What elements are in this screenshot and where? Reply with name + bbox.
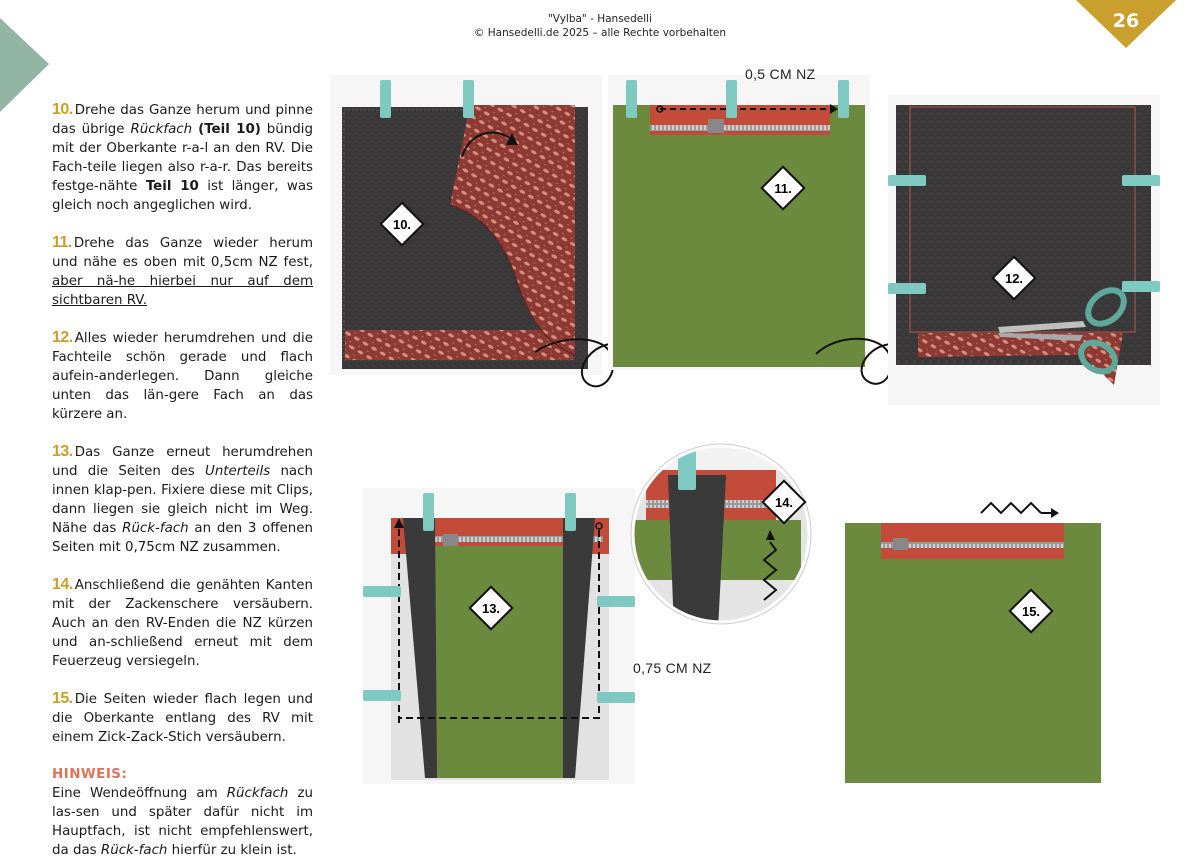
note-title: HINWEIS: xyxy=(52,767,128,782)
step-text: an den 3 offenen Seiten mit 0,75cm NZ zusammen. xyxy=(52,521,313,555)
clip-icon xyxy=(380,80,391,118)
clip-icon xyxy=(888,175,926,186)
photo-step-11 xyxy=(608,75,870,370)
svg-text:13.: 13. xyxy=(481,601,501,616)
svg-text:12.: 12. xyxy=(1004,271,1024,286)
svg-text:14.: 14. xyxy=(774,495,794,510)
step-text-italic: Rück-fach xyxy=(122,521,189,536)
green-fabric xyxy=(845,523,1101,783)
note-text-part: Eine Wendeöffnung am xyxy=(52,786,227,801)
page-number: 26 xyxy=(1112,10,1140,32)
clip-icon xyxy=(626,80,637,118)
zipper-pull-icon xyxy=(443,534,458,546)
clip-icon xyxy=(463,80,474,118)
clip-icon xyxy=(1122,175,1160,186)
green-fabric xyxy=(433,546,565,778)
step-13 xyxy=(52,442,313,557)
step-number: 13. xyxy=(52,443,73,460)
step-number: 12. xyxy=(52,329,73,346)
clip-icon xyxy=(726,80,737,118)
header-title: "Vylba" - Hansedelli xyxy=(547,13,653,25)
step-14 xyxy=(52,575,313,671)
step-text-underlined: aber nä-he hierbei nur auf dem sichtbaren RV. xyxy=(52,274,313,308)
green-fabric xyxy=(613,105,865,367)
note-text-part: zu las-sen und später dafür nicht im Hauptfach, ist nicht empfehlenswert, da das xyxy=(52,786,313,858)
header-copyright: © Hansedelli.de 2025 – alle Rechte vorbehalten xyxy=(473,27,727,39)
photo-step-15 xyxy=(845,495,1105,785)
instructions-column xyxy=(52,100,313,860)
step-text-bold: (Teil 10) xyxy=(198,122,261,137)
clip-icon xyxy=(1122,281,1160,292)
step-11 xyxy=(52,233,313,310)
corner-decoration xyxy=(0,18,50,114)
seam-allowance-label: 0,5 CM NZ xyxy=(745,66,816,82)
step-text: Anschließend die genähten Kanten mit der Zackenschere versäubern. Auch an den RV-Enden die NZ kürzen und an-schließend erneut mit dem Feuerzeug versiegeln. xyxy=(52,578,313,669)
note-text-italic: Rückfach xyxy=(226,786,289,801)
step-text: bündig mit der Oberkante r-a-l an den RV. Die Fach-teile liegen also r-a-r. Das bereits festge-nähte xyxy=(52,122,313,194)
step-text-italic: Unterteils xyxy=(205,464,271,479)
step-number: 11. xyxy=(52,234,72,251)
svg-text:15.: 15. xyxy=(1021,604,1041,619)
clip-icon xyxy=(888,283,926,294)
clip-icon xyxy=(363,586,401,597)
step-text: nach innen klap-pen. Fixiere diese mit Clips, dann liegen sie gleich nicht im Weg. Nähe das xyxy=(52,464,313,536)
zipper-pull-icon xyxy=(893,538,908,550)
step-number: 14. xyxy=(52,576,73,593)
zipper-teeth xyxy=(650,125,830,131)
step-12 xyxy=(52,328,313,424)
photo-step-14 xyxy=(626,440,816,630)
step-text-italic: Rückfach xyxy=(130,122,193,137)
step-15 xyxy=(52,689,313,747)
note-text-part: hierfür zu klein ist. xyxy=(167,843,297,858)
seam-allowance-label: 0,75 CM NZ xyxy=(633,660,712,676)
clip-icon xyxy=(565,493,576,531)
step-number: 15. xyxy=(52,690,73,707)
note-text xyxy=(52,784,313,860)
step-number: 10. xyxy=(52,101,73,118)
note-text-italic: Rück-fach xyxy=(100,843,168,858)
svg-text:11.: 11. xyxy=(774,181,792,196)
step-text-bold: Teil 10 xyxy=(145,179,199,194)
zipper-teeth xyxy=(881,542,1064,548)
step-text: Alles wieder herumdrehen und die Fachteile schön gerade und flach aufein-anderlegen. Dann gleiche unten das län-gere Fach an das kürzere an. xyxy=(52,331,313,422)
step-text: ist länger, was gleich noch angeglichen wird. xyxy=(52,179,313,213)
photo-step-13 xyxy=(363,488,635,784)
step-10 xyxy=(52,100,313,215)
svg-text:10.: 10. xyxy=(392,217,412,232)
photo-step-12 xyxy=(888,95,1160,405)
step-text: Drehe das Ganze herum und pinne das übrige xyxy=(52,103,313,137)
step-text: Drehe das Ganze wieder herum und nähe es oben mit 0,5cm NZ fest, xyxy=(52,236,313,270)
page-header xyxy=(0,12,1200,40)
clip-icon xyxy=(838,80,849,118)
step-text: Das Ganze erneut herumdrehen und die Seiten des xyxy=(52,445,313,479)
clip-icon xyxy=(423,493,434,531)
step-text: Die Seiten wieder flach legen und die Oberkante entlang des RV mit einem Zick-Zack-Stich versäubern. xyxy=(52,692,313,745)
zipper-pull-icon xyxy=(708,119,724,133)
clip-icon xyxy=(597,692,635,703)
clip-icon xyxy=(363,690,401,701)
zipper-tape xyxy=(881,523,1064,559)
